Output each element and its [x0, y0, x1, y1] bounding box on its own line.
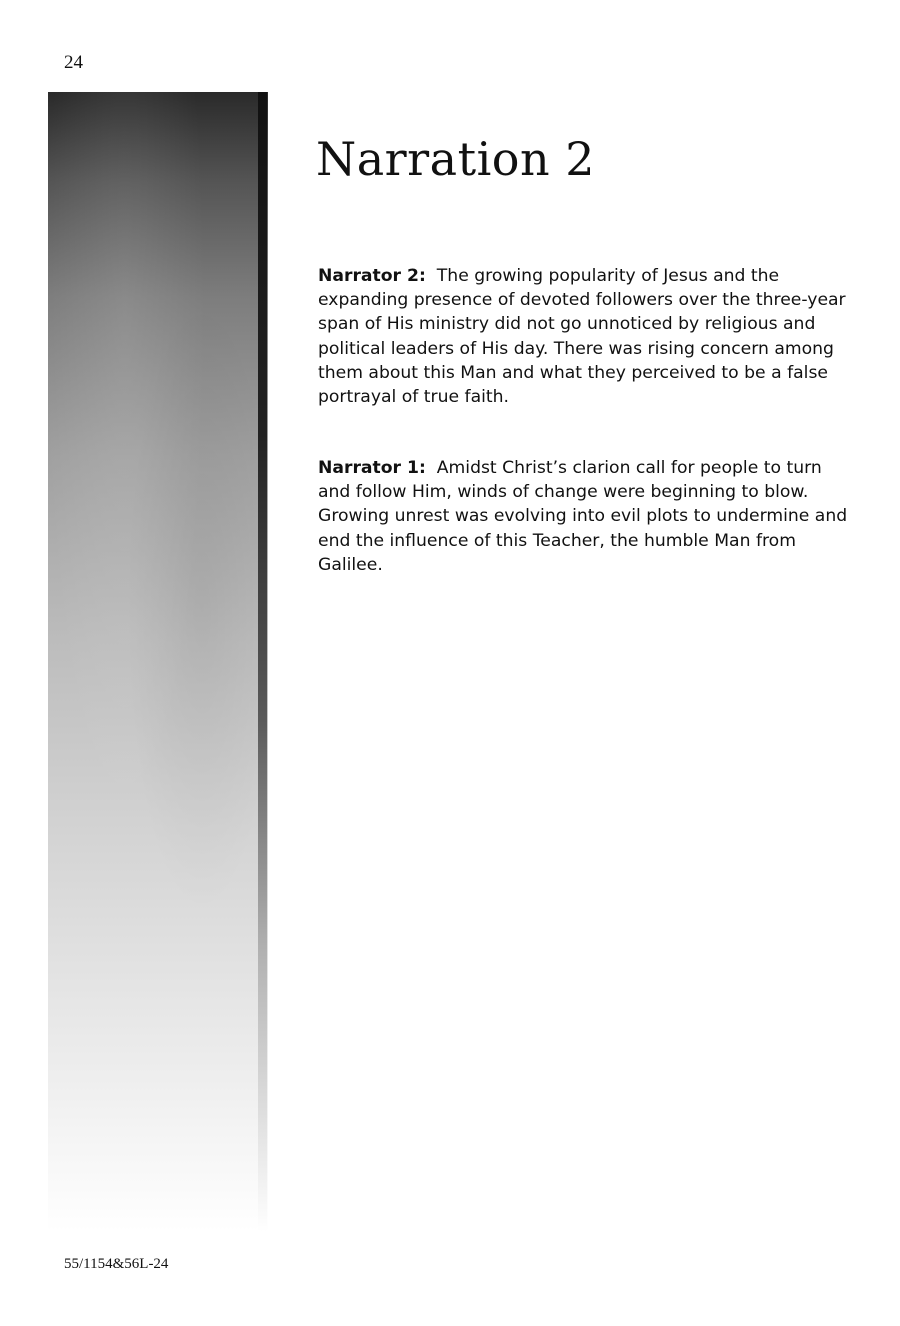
- speaker-label: Narrator 1:: [318, 458, 426, 478]
- page-number: 24: [64, 52, 83, 73]
- speaker-label: Narrator 2:: [318, 266, 426, 286]
- narration-paragraph: [318, 264, 858, 409]
- narration-paragraph: [318, 456, 858, 577]
- paragraph-text: The growing popularity of Jesus and the expanding presence of devoted followers over the three-year span of His ministry did not go unnoticed by religious and political leaders of His day. There was rising concern among them about this Man and what they perceived to be a false portrayal of true faith.: [318, 266, 846, 408]
- decorative-gradient-bar: [48, 92, 268, 1232]
- decorative-bar-edge: [258, 92, 267, 1232]
- paragraph-text: Amidst Christ’s clarion call for people to turn and follow Him, winds of change were beginning to blow. Growing unrest was evolving into evil plots to undermine and end the influence of this Teacher, the humble Man from Galilee.: [318, 458, 848, 575]
- page-title: Narration 2: [316, 132, 595, 186]
- footer-code: 55/1154&56L-24: [64, 1256, 169, 1272]
